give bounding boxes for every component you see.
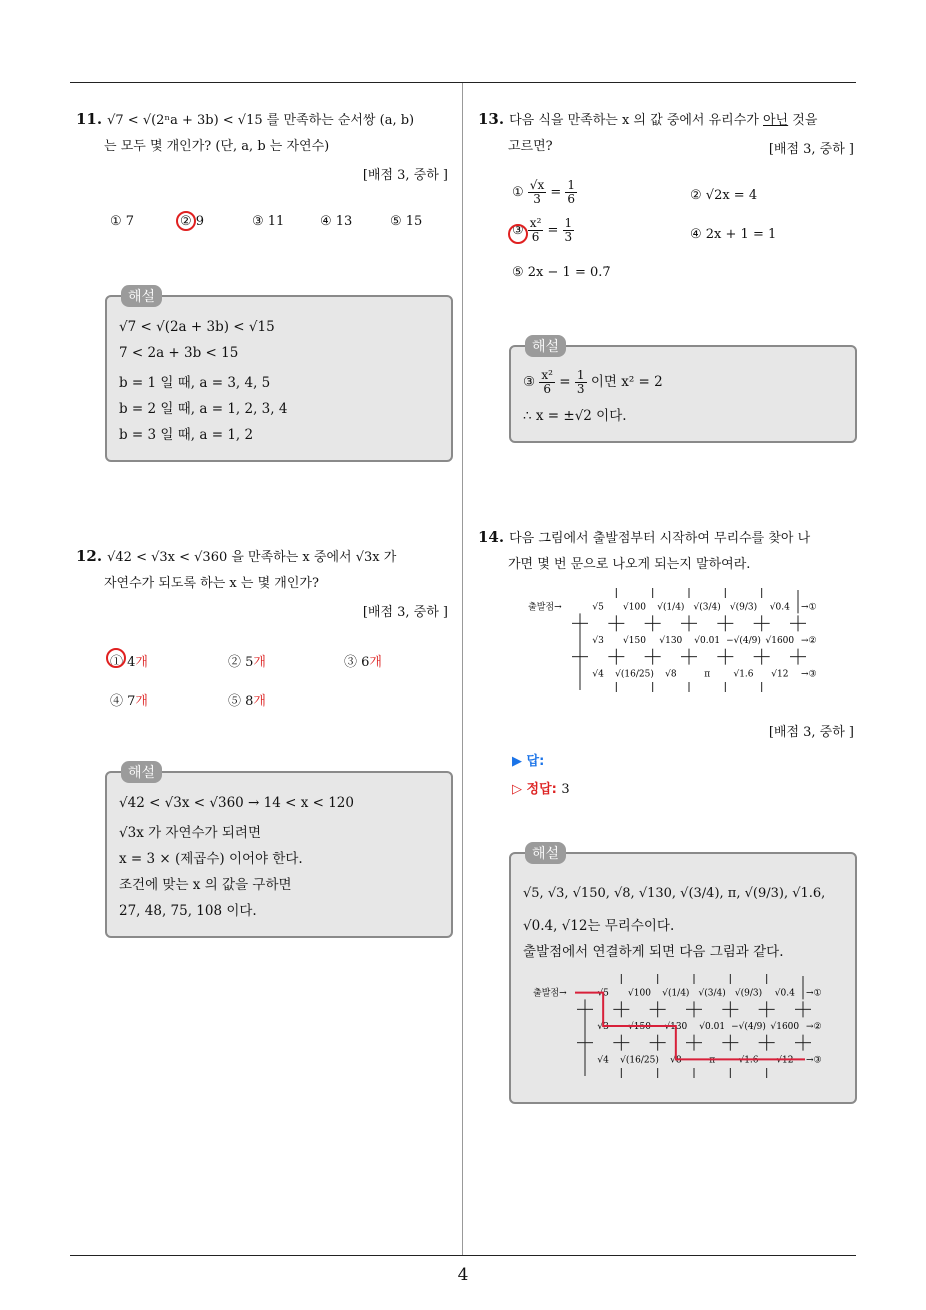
maze-cell-value: √100 [623, 602, 646, 613]
explanation-line: ③ $\frac{\text{x²}}{6}$ = $\frac{1}{3}$ 이면 x² = 2 [523, 368, 663, 396]
option-number: ② 5 [228, 655, 254, 670]
maze-exit-label: →① [806, 988, 822, 999]
explanation-box-11 [105, 289, 453, 462]
maze-cell-value: √1.6 [738, 1055, 759, 1066]
maze-cell-value: √12 [776, 1055, 794, 1066]
option-2[interactable]: ② 9 [180, 214, 205, 229]
option-1[interactable]: ① 7 [110, 214, 135, 229]
maze-cell-value: √(1/4) [662, 988, 690, 999]
question-text-line1b: 것을 [788, 113, 818, 128]
correct-answer: ▷ 정답: 3 [512, 782, 570, 797]
explanation-tag: 해설 [525, 842, 566, 864]
question-text-line1: √7 < √(2ⁿa + 3b) < √15 를 만족하는 순서쌍 (a, b) [107, 113, 415, 128]
question-text-line2: 고르면? [508, 139, 553, 154]
score-label: [배점 3, 중하 ] [768, 725, 854, 740]
question-text-line1: 다음 그림에서 출발점부터 시작하여 무리수를 찾아 나 [509, 531, 811, 546]
maze-cell-value: √1600 [770, 1022, 800, 1032]
option-3[interactable]: ③ $\frac{\text{x²}}{6}$ = $\frac{1}{3}$ [512, 216, 573, 244]
option-3[interactable]: ③ 11 [252, 214, 285, 229]
explanation-tag: 해설 [121, 761, 162, 783]
maze-cell-value: √5 [597, 988, 609, 999]
question-text-line1a: 다음 식을 만족하는 x 의 값 중에서 유리수가 [509, 113, 763, 128]
maze-cell-value: √1600 [765, 636, 795, 646]
explanation-line: ∴ x = ±√2 이다. [523, 408, 627, 424]
option-2[interactable] [228, 651, 266, 670]
explanation-line: √0.4, √12는 무리수이다. [523, 918, 675, 934]
option-5[interactable]: ⑤ 15 [390, 214, 423, 229]
maze-cell-value: √(9/3) [729, 602, 758, 613]
question-text-line2: 는 모두 몇 개인가? (단, a, b 는 자연수) [104, 139, 330, 154]
top-rule [70, 82, 856, 83]
option-4[interactable] [110, 690, 148, 709]
explanation-line: 27, 48, 75, 108 이다. [119, 903, 257, 919]
maze-cell-value: −√(4/9) [731, 1022, 766, 1032]
maze-cell-value: √8 [665, 669, 677, 680]
explanation-line: x = 3 × (제곱수) 이어야 한다. [119, 851, 303, 867]
option-number: ④ 7 [110, 694, 136, 709]
maze-cell-value: √4 [597, 1055, 609, 1066]
option-4[interactable]: ④ 13 [320, 214, 353, 229]
explanation-box-14 [509, 846, 857, 1104]
maze-cell-value: −√(4/9) [726, 636, 761, 646]
score-label: [배점 3, 중하 ] [362, 168, 448, 183]
maze-exit-label: →① [801, 602, 817, 613]
maze-cell-value: √3 [592, 636, 604, 646]
explanation-line: 7 < 2a + 3b < 15 [119, 345, 239, 361]
maze-figure-question [528, 586, 828, 696]
explanation-line: b = 2 일 때, a = 1, 2, 3, 4 [119, 401, 288, 417]
maze-cell-value: √150 [623, 636, 646, 646]
maze-figure-solution [533, 972, 833, 1082]
explanation-line: 조건에 맞는 x 의 값을 구하면 [119, 877, 292, 893]
maze-cell-value: √1.6 [733, 669, 754, 680]
maze-start-label: 출발점→ [533, 988, 567, 999]
question-number: 11. [76, 110, 103, 128]
explanation-line: b = 1 일 때, a = 3, 4, 5 [119, 375, 271, 391]
option-unit: 개 [135, 655, 148, 670]
answer-input-label[interactable]: ▶ 답: [512, 754, 545, 769]
option-number: ③ [512, 223, 524, 238]
option-unit: 개 [369, 655, 382, 670]
option-5[interactable]: ⑤ 2x − 1 = 0.7̇ [512, 265, 611, 280]
question-number: 12. [76, 547, 103, 565]
maze-cell-value: √(9/3) [734, 988, 763, 999]
question-text-underlined: 아닌 [763, 113, 789, 128]
explanation-line: b = 3 일 때, a = 1, 2 [119, 427, 254, 443]
score-label: [배점 3, 중하 ] [362, 605, 448, 620]
question-number: 14. [478, 528, 505, 546]
option-number: ⑤ 8 [228, 694, 254, 709]
option-1[interactable]: ① $\frac{√x}{3}$ = $\frac{1}{6}$ [512, 178, 576, 206]
page-number: 4 [457, 1265, 469, 1285]
explanation-tag: 해설 [525, 335, 566, 357]
option-2[interactable]: ② √2x = 4 [690, 188, 758, 203]
question-12 [76, 543, 456, 597]
maze-cell-value: √0.4 [769, 602, 790, 613]
question-text-line2: 가면 몇 번 문으로 나오게 되는지 말하여라. [508, 557, 751, 572]
maze-exit-label: →③ [806, 1055, 822, 1066]
maze-cell-value: π [709, 1055, 716, 1066]
maze-cell-value: √130 [664, 1022, 688, 1032]
answer-circle-mark [176, 211, 196, 231]
fraction: $\frac{\text{x²}}{6}$ [529, 216, 542, 244]
maze-cell-value: √130 [659, 636, 683, 646]
maze-exit-label: →② [806, 1022, 822, 1032]
question-14 [478, 524, 862, 578]
maze-start-label: 출발점→ [528, 602, 562, 613]
answer-circle-mark [106, 648, 126, 668]
option-unit: 개 [253, 694, 266, 709]
maze-cell-value: √100 [628, 988, 651, 999]
question-11 [76, 106, 456, 160]
fraction: $\frac{\text{x²}}{6}$ [541, 368, 553, 396]
explanation-line: √7 < √(2a + 3b) < √15 [119, 319, 275, 335]
explanation-line: 출발점에서 연결하게 되면 다음 그림과 같다. [523, 944, 784, 960]
maze-cell-value: √(3/4) [698, 988, 726, 999]
option-unit: 개 [253, 655, 266, 670]
maze-exit-label: →③ [801, 669, 817, 680]
maze-cell-value: √8 [670, 1055, 682, 1066]
option-3[interactable] [344, 651, 382, 670]
option-number: ① 4 [110, 655, 136, 670]
fraction: $\frac{√x}{3}$ [529, 178, 545, 206]
answer-circle-mark [508, 224, 528, 244]
option-unit: 개 [135, 694, 148, 709]
explanation-box-13 [509, 339, 857, 443]
maze-cell-value: √12 [771, 669, 789, 680]
column-divider [462, 83, 463, 1255]
maze-cell-value: √3 [597, 1022, 609, 1032]
score-label: [배점 3, 중하 ] [768, 142, 854, 157]
option-5[interactable] [228, 690, 266, 709]
maze-cell-value: √4 [592, 669, 604, 680]
explanation-tag: 해설 [121, 285, 162, 307]
question-text-line1: √42 < √3x < √360 을 만족하는 x 중에서 √3x 가 [107, 550, 397, 565]
explanation-line: √5, √3, √150, √8, √130, √(3/4), π, √(9/3), √1.6, [523, 886, 826, 901]
maze-cell-value: √(16/25) [615, 669, 654, 680]
option-4[interactable]: ④ 2x + 1 = 1 [690, 227, 777, 242]
maze-cell-value: √(16/25) [620, 1055, 659, 1066]
option-number: ③ 6 [344, 655, 370, 670]
correct-answer-value: 3 [561, 782, 570, 797]
maze-cell-value: √150 [628, 1022, 651, 1032]
fraction: $\frac{1}{6}$ [567, 178, 576, 206]
maze-cell-value: √0.01 [694, 636, 721, 646]
explanation-box-12 [105, 765, 453, 938]
maze-cell-value: √5 [592, 602, 604, 613]
question-text-line2: 자연수가 되도록 하는 x 는 몇 개인가? [104, 576, 319, 591]
maze-cell-value: π [704, 669, 711, 680]
fraction: $\frac{1}{3}$ [576, 368, 585, 396]
maze-cell-value: √(1/4) [657, 602, 685, 613]
option-number: ① [512, 185, 524, 200]
maze-cell-value: √0.01 [699, 1022, 726, 1032]
bottom-rule [70, 1255, 856, 1256]
maze-cell-value: √(3/4) [693, 602, 721, 613]
maze-cell-value: √0.4 [774, 988, 795, 999]
maze-exit-label: →② [801, 636, 817, 646]
explanation-line: √42 < √3x < √360 → 14 < x < 120 [119, 795, 354, 811]
question-number: 13. [478, 110, 505, 128]
fraction: $\frac{1}{3}$ [564, 216, 573, 244]
explanation-line: √3x 가 자연수가 되려면 [119, 825, 262, 841]
